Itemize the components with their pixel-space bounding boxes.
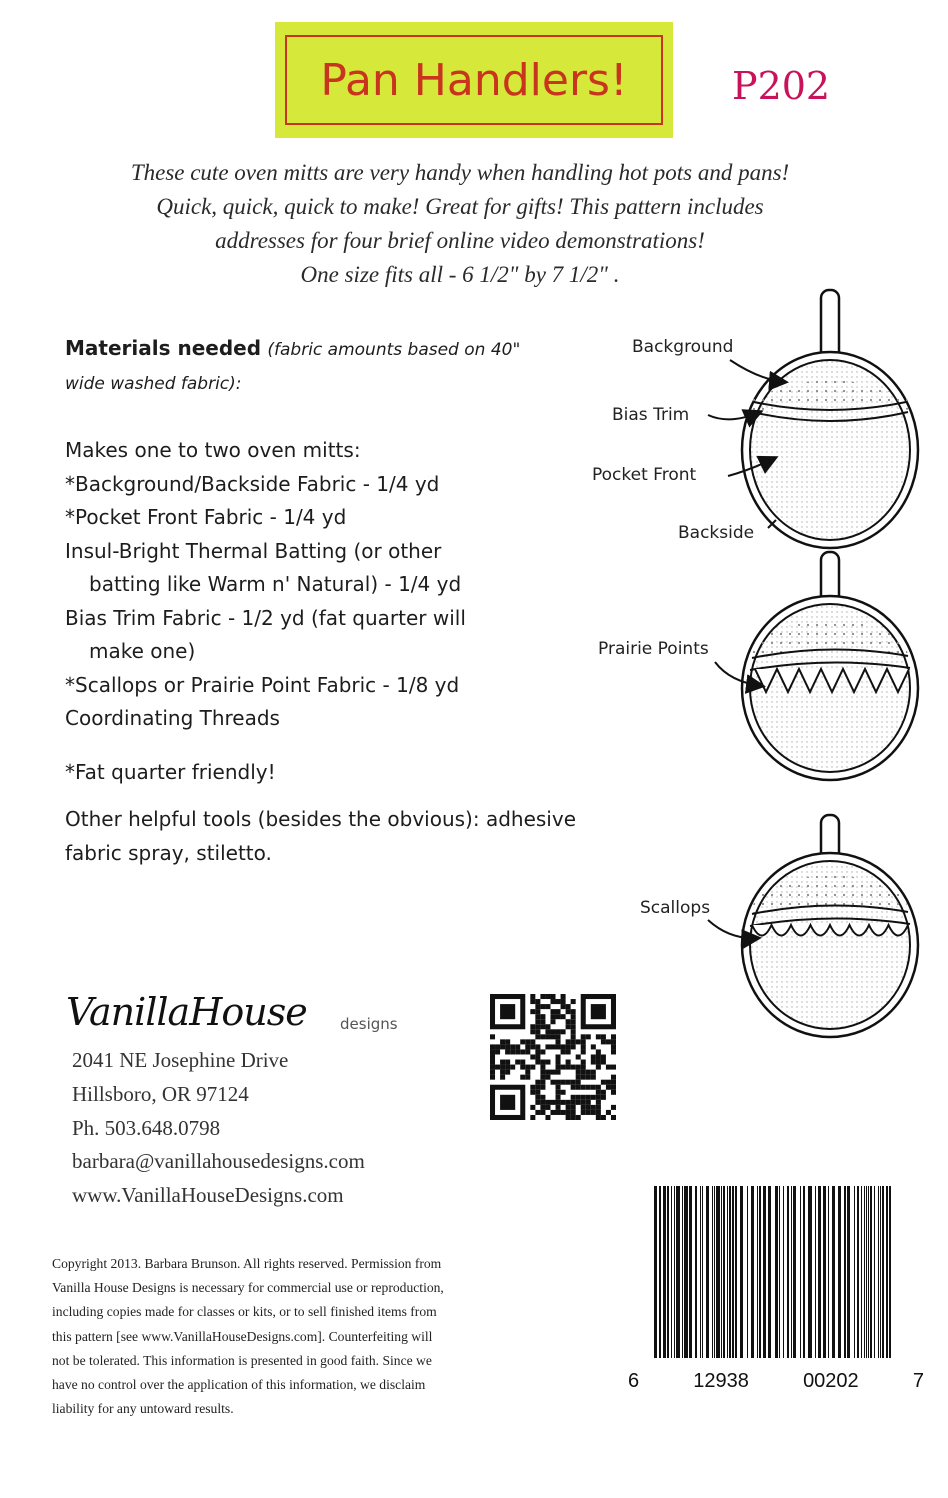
barcode-bar (866, 1186, 867, 1358)
intro-line: These cute oven mitts are very handy when handling hot pots and pans! (130, 160, 790, 185)
barcode-bar (861, 1186, 862, 1358)
copyright-line: Copyright 2013. Barbara Brunson. All rights reserved. Permission from (52, 1256, 442, 1271)
vanilla-house-logo: VanillaHouse (66, 990, 307, 1034)
barcode-bar (732, 1186, 734, 1358)
barcode-bar (878, 1186, 879, 1358)
barcode-bar (803, 1186, 805, 1358)
copyright-line: liability for any untoward results. (52, 1401, 234, 1417)
mitt-diagram-1 (592, 290, 918, 548)
copyright-line: this pattern [see www.VanillaHouseDesigns.com]. Counterfeiting will (52, 1328, 433, 1344)
mitt-diagrams (580, 280, 920, 1060)
barcode-bar (751, 1186, 754, 1358)
barcode-bar (889, 1186, 891, 1358)
barcode-bar (864, 1186, 865, 1358)
barcode-bar (832, 1186, 835, 1358)
mitt-diagram-2 (598, 552, 918, 780)
mitt-diagram-3 (640, 815, 918, 1037)
barcode-bar (682, 1186, 683, 1358)
material-item: Bias Trim Fabric - 1/2 yd (fat quarter will (65, 605, 466, 630)
barcode-bar (676, 1186, 680, 1358)
barcode-bar (779, 1186, 780, 1358)
label-backside: Backside (678, 523, 755, 543)
materials-note: (fabric amounts based on 40" (267, 340, 521, 360)
label-bias-trim: Bias Trim (612, 405, 690, 425)
barcode-bar (828, 1186, 829, 1358)
barcode-bar (706, 1186, 709, 1358)
barcode-bar (868, 1186, 869, 1358)
barcode-bar (671, 1186, 672, 1358)
barcode-bar (775, 1186, 778, 1358)
barcode-bar (759, 1186, 761, 1358)
barcode-bar (702, 1186, 703, 1358)
pattern-code: P202 (732, 64, 831, 108)
barcode-bar (857, 1186, 859, 1358)
address-line: Hillsboro, OR 97124 (72, 1081, 249, 1106)
copyright-line: including copies made for classes or kits, or to sell finished items from (52, 1304, 437, 1320)
barcode-bar (768, 1186, 771, 1358)
barcode-digit: 7 (912, 1370, 924, 1392)
materials-note-2: wide washed fabric): (65, 373, 242, 394)
barcode-bar (747, 1186, 748, 1358)
materials-intro: Makes one to two oven mitts: (65, 438, 361, 462)
barcode-bar (716, 1186, 720, 1358)
barcode-bar (763, 1186, 766, 1358)
barcode-bar (800, 1186, 801, 1358)
barcode-bar (838, 1186, 841, 1358)
barcode-digit: 6 (628, 1370, 640, 1392)
barcode-bar (674, 1186, 675, 1358)
barcode-bar (844, 1186, 846, 1358)
barcode-bar (757, 1186, 758, 1358)
barcode-bar (721, 1186, 722, 1358)
barcode-bar (783, 1186, 784, 1358)
page-title: Pan Handlers! (320, 54, 628, 106)
barcode-bar (712, 1186, 713, 1358)
material-item: make one) (89, 639, 196, 663)
barcode-bar (823, 1186, 826, 1358)
barcode-digit: 12938 (693, 1370, 749, 1392)
barcode-digit: 00202 (803, 1370, 859, 1392)
label-background: Background (632, 337, 734, 357)
copyright-line: have no control over the application of this information, we disclaim (52, 1377, 426, 1393)
material-item: batting like Warm n' Natural) - 1/4 yd (89, 572, 462, 596)
qr-code[interactable] (490, 994, 616, 1120)
material-item: *Background/Backside Fabric - 1/4 yd (65, 471, 440, 496)
material-item: Insul-Bright Thermal Batting (or other (65, 538, 442, 563)
barcode-bar (787, 1186, 789, 1358)
barcode-bar (882, 1186, 884, 1358)
copyright-line: Vanilla House Designs is necessary for commercial use or reproduction, (52, 1280, 444, 1296)
barcode-bar (727, 1186, 728, 1358)
barcode-bar (886, 1186, 888, 1358)
barcode-bar (808, 1186, 812, 1358)
material-item: *Scallops or Prairie Point Fabric - 1/8 yd (65, 672, 460, 697)
email-link[interactable]: barbara@vanillahousedesigns.com (72, 1149, 365, 1174)
barcode-bar (659, 1186, 661, 1358)
barcode-bar (847, 1186, 850, 1358)
logo-subtitle: designs (340, 1015, 398, 1033)
barcode-bar (684, 1186, 688, 1358)
tools-line: fabric spray, stiletto. (65, 840, 272, 865)
barcode-bar (700, 1186, 701, 1358)
materials-heading: Materials needed (65, 336, 262, 360)
phone: Ph. 503.648.0798 (72, 1115, 221, 1140)
company-contact (72, 1044, 365, 1213)
barcode-bar (793, 1186, 796, 1358)
intro-text (40, 156, 880, 292)
barcode-bar (663, 1186, 666, 1358)
barcode-bar (854, 1186, 855, 1358)
fat-quarter-note: *Fat quarter friendly! (65, 759, 276, 784)
barcode-bar (654, 1186, 657, 1358)
material-item: *Pocket Front Fabric - 1/4 yd (65, 505, 347, 529)
tools-line: Other helpful tools (besides the obvious): adhesive (65, 807, 576, 831)
barcode-bar (729, 1186, 731, 1358)
intro-line: addresses for four brief online video demonstrations! (215, 228, 705, 253)
label-pocket-front: Pocket Front (592, 465, 697, 485)
barcode-bar (667, 1186, 669, 1358)
barcode-bar (723, 1186, 725, 1358)
barcode-bar (689, 1186, 692, 1358)
intro-line: Quick, quick, quick to make! Great for gifts! This pattern includes (156, 194, 764, 219)
material-item: Coordinating Threads (65, 706, 280, 730)
address-line: 2041 NE Josephine Drive (72, 1048, 289, 1072)
barcode (650, 1186, 900, 1364)
intro-line: One size fits all - 6 1/2" by 7 1/2" . (300, 262, 620, 287)
website-link[interactable]: www.VanillaHouseDesigns.com (72, 1183, 344, 1208)
barcode-bar (695, 1186, 697, 1358)
barcode-bar (870, 1186, 872, 1358)
barcode-bar (714, 1186, 715, 1358)
barcode-bar (740, 1186, 743, 1358)
materials-section (65, 332, 625, 870)
label-scallops: Scallops (640, 898, 711, 918)
copyright-notice (52, 1252, 612, 1421)
copyright-line: not be tolerated. This information is presented in good faith. Since we (52, 1352, 432, 1368)
barcode-digits (628, 1370, 924, 1393)
barcode-bar (791, 1186, 792, 1358)
title-banner (275, 22, 673, 138)
barcode-bar (880, 1186, 881, 1358)
barcode-bar (874, 1186, 875, 1358)
barcode-bar (815, 1186, 816, 1358)
barcode-bar (735, 1186, 737, 1358)
barcode-bar (818, 1186, 821, 1358)
label-prairie-points: Prairie Points (598, 639, 709, 659)
title-frame (285, 35, 663, 125)
